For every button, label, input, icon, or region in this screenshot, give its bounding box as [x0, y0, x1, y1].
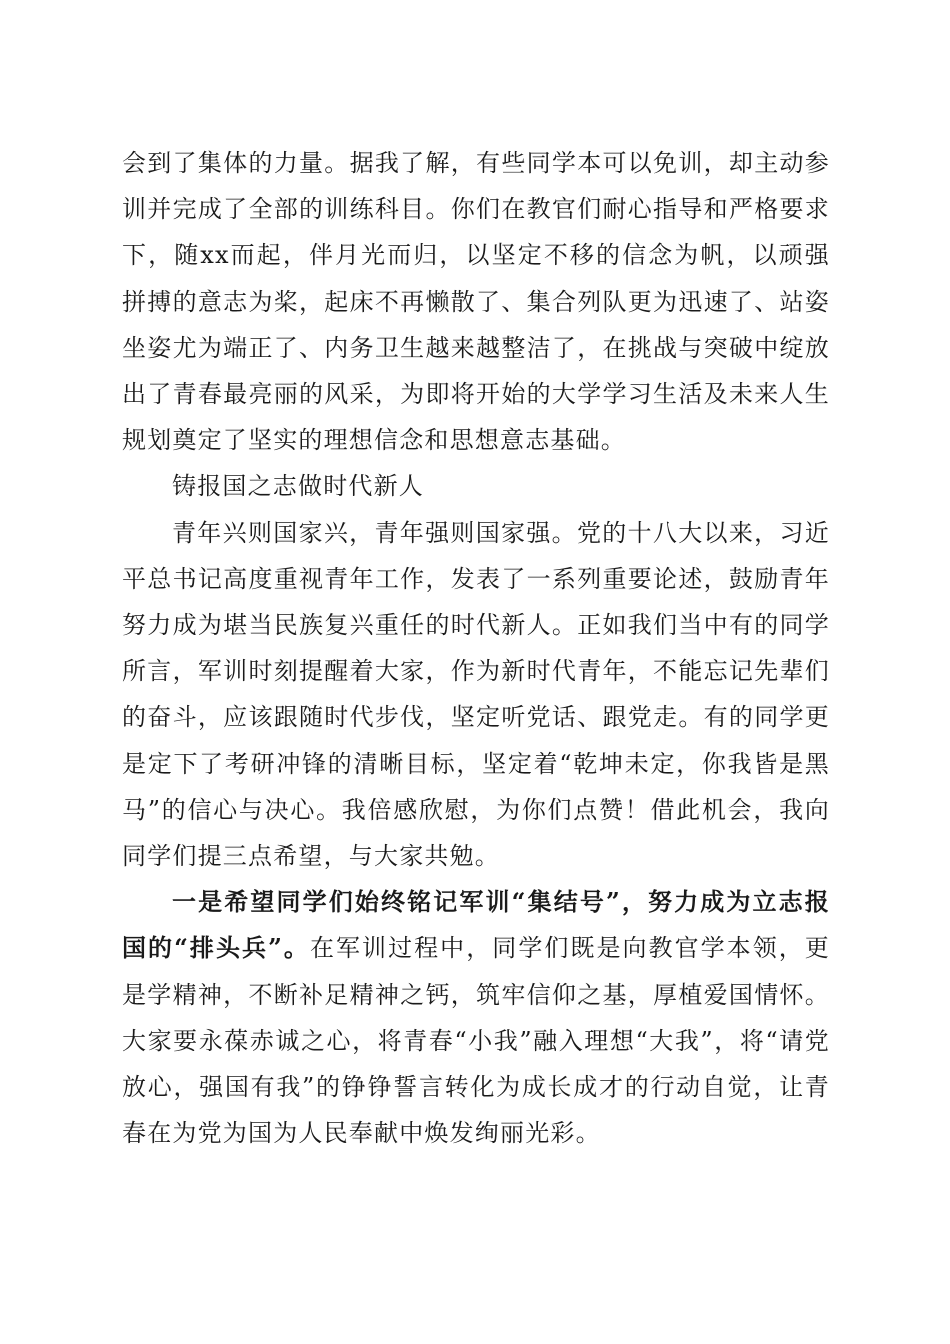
paragraph-hope-one [122, 879, 830, 1156]
paragraph-continuation: 会到了集体的力量。据我了解，有些同学本可以免训，却主动参训并完成了全部的训练科目。你们在教官们耐心指导和严格要求下，随xx而起，伴月光而归，以坚定不移的信念为帆，以顽强拼搏的意志为桨，起床不再懒散了、集合列队更为迅速了、站姿坐姿尤为端正了、内务卫生越来越整洁了，在挑战与突破中绽放出了青春最亮丽的风采，为即将开始的大学学习生活及未来人生规划奠定了坚实的理想信念和思想意志基础。 [122, 149, 830, 455]
section-heading: 铸报国之志做时代新人 [172, 472, 424, 501]
hope-one-body: 在军训过程中，同学们既是向教官学本领，更是学精神，不断补足精神之钙，筑牢信仰之基，厚植爱国情怀。大家要永葆赤诚之心，将青春“小我”融入理想“大我”，将“请党放心，强国有我”的铮铮誓言转化为成长成才的行动自觉，让青春在为党为国为人民奉献中焕发绚丽光彩。 [122, 934, 830, 1148]
paragraph-youth: 青年兴则国家兴，青年强则国家强。党的十八大以来，习近平总书记高度重视青年工作，发表了一系列重要论述，鼓励青年努力成为堪当民族复兴重任的时代新人。正如我们当中有的同学所言，军训时刻提醒着大家，作为新时代青年，不能忘记先辈们的奋斗，应该跟随时代步伐，坚定听党话、跟党走。有的同学更是定下了考研冲锋的清晰目标，坚定着“乾坤未定，你我皆是黑马”的信心与决心。我倍感欣慰，为你们点赞！借此机会，我向同学们提三点希望，与大家共勉。 [122, 518, 830, 871]
document-body [122, 140, 830, 1156]
hope-one-lead: 一是希望同学们始终铭记军训“集结号”，努力成为立志报国的“排头兵”。 [122, 887, 830, 963]
